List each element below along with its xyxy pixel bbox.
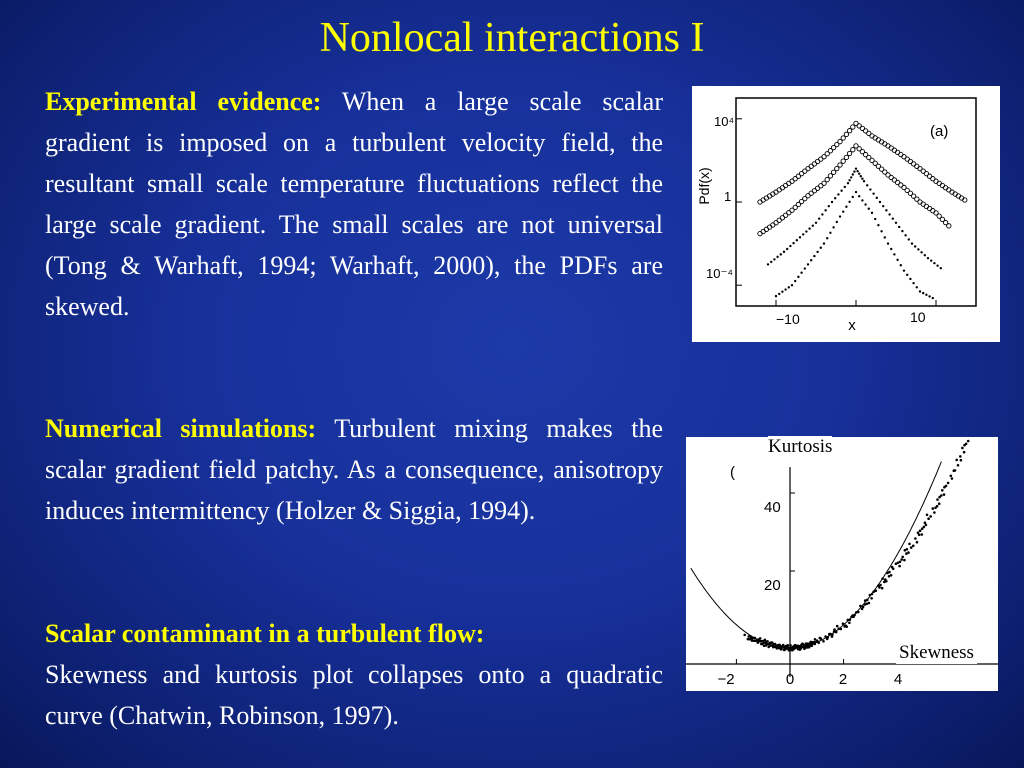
skew-kurtosis-point	[862, 606, 865, 609]
pdf-point	[789, 245, 791, 247]
skew-kurtosis-point	[842, 622, 845, 625]
skew-kurtosis-point	[844, 624, 847, 627]
skew-kurtosis-point	[866, 599, 869, 602]
skew-kurtosis-point	[853, 614, 856, 617]
skew-kurtosis-point	[774, 643, 777, 646]
skew-kurtosis-point	[959, 455, 962, 458]
pdf-point	[933, 262, 935, 264]
pdf-point	[799, 236, 801, 238]
pdf-point	[925, 294, 927, 296]
pdf-point	[896, 259, 898, 261]
skew-kurtosis-point	[749, 635, 752, 638]
kurtosis-ytick-40: 40	[764, 499, 781, 516]
pdf-point	[914, 245, 916, 247]
skew-kurtosis-point	[773, 646, 776, 649]
pdf-panel-label: (a)	[930, 123, 949, 140]
skew-kurtosis-point	[819, 637, 822, 640]
skew-kurtosis-point	[826, 636, 829, 639]
pdf-point	[805, 230, 807, 232]
pdf-ytick-3: 10⁻⁴	[706, 266, 733, 281]
skew-kurtosis-point	[833, 628, 836, 631]
pdf-point	[832, 226, 834, 228]
pdf-point	[861, 177, 863, 179]
skew-kurtosis-point	[924, 521, 927, 524]
experimental-evidence-text: When a large scale scalar gradient is imposed on a turbulent velocity field, the resultant small scale temperature fluctuations reflect the large scale gradient. The small scales are not universal (Tong & Warhaft, 1994; Warhaft, 2000), the PDFs are skewed.	[45, 87, 663, 321]
pdf-point	[818, 217, 820, 219]
pdf-point	[906, 274, 908, 276]
skew-kurtosis-point	[870, 597, 873, 600]
pdf-point	[884, 236, 886, 238]
pdf-point	[860, 175, 862, 177]
pdf-point	[895, 222, 897, 224]
pdf-point	[831, 201, 833, 203]
pdf-point	[802, 233, 804, 235]
pdf-point	[879, 201, 881, 203]
pdf-point	[838, 163, 842, 167]
pdf-ytick-1: 10⁴	[714, 114, 735, 129]
skew-xtick-2: 2	[838, 671, 848, 688]
pdf-point	[800, 272, 802, 274]
skew-kurtosis-point	[835, 631, 838, 634]
skew-kurtosis-point	[903, 559, 906, 562]
pdf-point	[834, 197, 836, 199]
pdf-point	[887, 242, 889, 244]
experimental-evidence-heading: Experimental evidence:	[45, 87, 322, 116]
pdf-point	[848, 179, 850, 181]
skew-kurtosis-point	[857, 611, 860, 614]
skew-kurtosis-point	[779, 645, 782, 648]
pdf-point	[924, 254, 926, 256]
pdf-point	[848, 201, 850, 203]
pdf-point	[901, 230, 903, 232]
skew-kurtosis-point	[789, 644, 792, 647]
pdf-point	[841, 159, 845, 163]
pdf-point	[831, 170, 835, 174]
skew-kurtosis-point	[941, 489, 944, 492]
skew-xtick-neg2: −2	[717, 671, 735, 688]
pdf-point	[847, 151, 851, 155]
skew-kurtosis-point	[927, 517, 930, 520]
skew-kurtosis-point	[790, 646, 793, 649]
pdf-point	[773, 258, 775, 260]
scalar-contaminant-text: Skewness and kurtosis plot collapses onto a quadratic curve (Chatwin, Robinson, 1997).	[45, 660, 663, 730]
pdf-point	[775, 295, 777, 297]
pdf-point	[828, 205, 830, 207]
pdf-point	[840, 190, 842, 192]
experimental-evidence-paragraph	[45, 81, 663, 327]
pdf-xtick-2: 10	[910, 309, 926, 325]
pdf-ylabel: Pdf(x)	[696, 167, 712, 205]
pdf-point	[869, 188, 871, 190]
skew-kurtosis-point	[796, 644, 799, 647]
skew-kurtosis-point	[957, 464, 960, 467]
skew-kurtosis-point	[757, 639, 760, 642]
pdf-point	[786, 248, 788, 250]
pdf-point	[845, 206, 847, 208]
pdf-point	[911, 242, 913, 244]
pdf-xtick-1: −10	[776, 311, 800, 327]
skew-kurtosis-point	[836, 625, 839, 628]
pdf-point	[917, 248, 919, 250]
skew-kurtosis-point	[932, 507, 935, 510]
skew-kurtosis-point	[801, 642, 804, 645]
skew-kurtosis-point	[811, 645, 814, 648]
pdf-point	[927, 257, 929, 259]
skew-kurtosis-point	[801, 646, 804, 649]
pdf-point	[852, 173, 854, 175]
skew-kurtosis-point	[943, 493, 946, 496]
skew-corner-mark: (	[730, 464, 735, 481]
pdf-point	[780, 253, 782, 255]
pdf-point	[912, 282, 914, 284]
pdf-point	[839, 215, 841, 217]
skew-kurtosis-point	[917, 531, 920, 534]
pdf-point	[776, 256, 778, 258]
pdf-point	[898, 226, 900, 228]
pdf-point	[858, 195, 860, 197]
pdf-point	[904, 234, 906, 236]
pdf-point	[900, 264, 902, 266]
pdf-point	[847, 182, 849, 184]
pdf-point	[893, 253, 895, 255]
pdf-point	[804, 267, 806, 269]
skew-xtick-4: 4	[893, 671, 903, 688]
pdf-point	[844, 132, 848, 136]
skew-kurtosis-point	[762, 640, 765, 643]
skew-kurtosis-point	[919, 529, 922, 532]
skew-kurtosis-point	[881, 587, 884, 590]
skew-kurtosis-point	[963, 451, 966, 454]
pdf-point	[888, 213, 890, 215]
skew-kurtosis-point	[888, 571, 891, 574]
numerical-simulations-heading: Numerical simulations:	[45, 414, 317, 443]
skew-kurtosis-point	[743, 634, 746, 637]
skew-kurtosis-point	[875, 590, 878, 593]
skew-kurtosis-point	[899, 561, 902, 564]
skew-kurtosis-point	[768, 643, 771, 646]
skew-kurtosis-point	[884, 578, 887, 581]
skew-kurtosis-point	[921, 533, 924, 536]
skew-kurtosis-point	[908, 543, 911, 546]
pdf-point	[794, 280, 796, 282]
pdf-point	[872, 192, 874, 194]
pdf-point	[778, 293, 780, 295]
pdf-point	[842, 210, 844, 212]
pdf-point	[916, 286, 918, 288]
pdf-point	[796, 239, 798, 241]
pdf-point	[820, 247, 822, 249]
skew-kurtosis-point	[914, 537, 917, 540]
pdf-point	[815, 222, 817, 224]
skew-kurtosis-point	[891, 566, 894, 569]
skew-kurtosis-point	[754, 637, 757, 640]
skew-kurtosis-point	[929, 515, 932, 518]
pdf-point	[822, 181, 826, 185]
skew-kurtosis-point	[849, 618, 852, 621]
skew-kurtosis-point	[831, 633, 834, 636]
pdf-point	[770, 261, 772, 263]
skew-xtick-0: 0	[785, 671, 795, 688]
pdf-point	[767, 263, 769, 265]
pdf-point	[836, 221, 838, 223]
pdf-point	[816, 251, 818, 253]
skewness-label: Skewness	[896, 642, 977, 664]
skew-kurtosis-point	[779, 648, 782, 651]
skew-kurtosis-point	[767, 646, 770, 649]
skew-kurtosis-point	[807, 644, 810, 647]
skew-kurtosis-point	[947, 482, 950, 485]
pdf-point	[851, 147, 855, 151]
skew-kurtosis-point	[955, 459, 958, 462]
quadratic-fit-curve	[691, 462, 942, 649]
skew-kurtosis-point	[961, 447, 964, 450]
pdf-point	[903, 269, 905, 271]
scalar-contaminant-heading: Scalar contaminant in a turbulent flow:	[45, 619, 485, 648]
skew-kurtosis-point	[934, 507, 937, 510]
skew-kurtosis-point	[817, 642, 820, 645]
pdf-point	[864, 203, 866, 205]
pdf-point	[940, 267, 942, 269]
skew-kurtosis-point	[757, 641, 760, 644]
skew-kurtosis-point	[785, 645, 788, 648]
skew-kurtosis-point	[898, 565, 901, 568]
pdf-point	[866, 184, 868, 186]
numerical-simulations-paragraph	[45, 408, 663, 531]
pdf-point	[835, 166, 839, 170]
pdf-point	[837, 193, 839, 195]
pdf-point	[844, 155, 848, 159]
pdf-point	[847, 128, 851, 132]
kurtosis-ytick-20: 20	[764, 577, 781, 594]
skew-kurtosis-point	[951, 477, 954, 480]
pdf-point	[858, 172, 860, 174]
pdf-point	[781, 291, 783, 293]
pdf-point	[856, 170, 858, 172]
pdf-figure	[692, 86, 1000, 342]
skew-kurtosis-point	[901, 556, 904, 559]
skew-kurtosis-point	[907, 551, 910, 554]
pdf-point	[813, 255, 815, 257]
pdf-point	[853, 170, 855, 172]
skew-kurtosis-point	[840, 628, 843, 631]
pdf-point	[784, 288, 786, 290]
skew-kurtosis-point	[879, 584, 882, 587]
pdf-point	[890, 248, 892, 250]
pdf-point	[928, 295, 930, 297]
skew-kurtosis-point	[926, 514, 929, 517]
pdf-point	[882, 205, 884, 207]
skew-kurtosis-point	[871, 593, 874, 596]
skew-kurtosis-point	[938, 496, 941, 499]
pdf-ytick-2: 1	[724, 189, 732, 204]
pdf-point	[829, 232, 831, 234]
pdf-point	[920, 251, 922, 253]
skew-kurtosis-point	[790, 649, 793, 652]
skew-kurtosis-point	[950, 475, 953, 478]
pdf-xlabel: x	[848, 317, 856, 334]
skew-kurtosis-point	[763, 644, 766, 647]
pdf-point	[863, 180, 865, 182]
pdf-point	[855, 191, 857, 193]
scalar-contaminant-paragraph	[45, 613, 663, 736]
pdf-point	[821, 213, 823, 215]
skew-kurtosis-point	[784, 648, 787, 651]
pdf-point	[824, 209, 826, 211]
skew-kurtosis-point	[916, 541, 919, 544]
skew-kurtosis-point	[900, 558, 903, 561]
skew-kurtosis-point	[933, 511, 936, 514]
skew-kurtosis-point	[890, 574, 893, 577]
pdf-point	[874, 218, 876, 220]
skew-kurtosis-point	[848, 622, 851, 625]
pdf-point	[892, 217, 894, 219]
skew-kurtosis-point	[963, 444, 966, 447]
pdf-point	[783, 251, 785, 253]
pdf-point	[885, 209, 887, 211]
skew-kurtosis-point	[910, 546, 913, 549]
pdf-point	[908, 238, 910, 240]
skew-kurtosis-point	[960, 459, 963, 462]
pdf-point	[932, 297, 934, 299]
pdf-point	[880, 230, 882, 232]
skew-kurtosis-point	[796, 647, 799, 650]
skew-kurtosis-point	[912, 545, 915, 548]
skew-kurtosis-point	[750, 638, 753, 641]
pdf-point	[797, 276, 799, 278]
pdf-point	[919, 290, 921, 292]
kurtosis-label: Kurtosis	[768, 436, 833, 457]
pdf-point	[828, 174, 832, 178]
pdf-point	[812, 225, 814, 227]
pdf-point	[826, 237, 828, 239]
pdf-point	[877, 224, 879, 226]
pdf-point	[838, 139, 842, 143]
numerical-simulations-text: Turbulent mixing makes the scalar gradient field patchy. As a consequence, anisotropy induces intermittency (Holzer & Siggia, 1994).	[45, 414, 664, 525]
pdf-point	[850, 176, 852, 178]
pdf-point	[855, 167, 857, 169]
skew-kurtosis-point	[816, 639, 819, 642]
pdf-point	[807, 263, 809, 265]
pdf-point	[851, 125, 855, 129]
skew-kurtosis-point	[822, 640, 825, 643]
pdf-point	[810, 259, 812, 261]
pdf-point	[909, 278, 911, 280]
slide-title: Nonlocal interactions I	[319, 15, 705, 61]
skew-kurtosis-point	[868, 602, 871, 605]
skew-kurtosis-point	[943, 486, 946, 489]
pdf-point	[947, 224, 951, 228]
pdf-point	[930, 259, 932, 261]
pdf-point	[844, 186, 846, 188]
pdf-point	[841, 136, 845, 140]
pdf-point	[876, 197, 878, 199]
skew-kurtosis-point	[936, 498, 939, 501]
skew-kurtosis-point	[859, 605, 862, 608]
pdf-point	[808, 227, 810, 229]
pdf-point	[936, 264, 938, 266]
skew-kurtosis-point	[812, 642, 815, 645]
pdf-point	[861, 199, 863, 201]
pdf-point	[852, 196, 854, 198]
skew-kurtosis-point	[881, 577, 884, 580]
pdf-point	[825, 177, 829, 181]
pdf-point	[792, 242, 794, 244]
skew-kurtosis-point	[906, 548, 909, 551]
skew-kurtosis-point	[938, 502, 941, 505]
pdf-chart	[692, 86, 1000, 342]
skew-kurtosis-point	[921, 527, 924, 530]
pdf-point	[823, 242, 825, 244]
skew-kurtosis-point	[953, 469, 956, 472]
pdf-point	[922, 292, 924, 294]
pdf-point	[871, 212, 873, 214]
pdf-point	[868, 208, 870, 210]
skew-kurtosis-point	[766, 640, 769, 643]
pdf-point	[788, 286, 790, 288]
pdf-point	[791, 284, 793, 286]
skew-kurtosis-point	[967, 440, 970, 443]
